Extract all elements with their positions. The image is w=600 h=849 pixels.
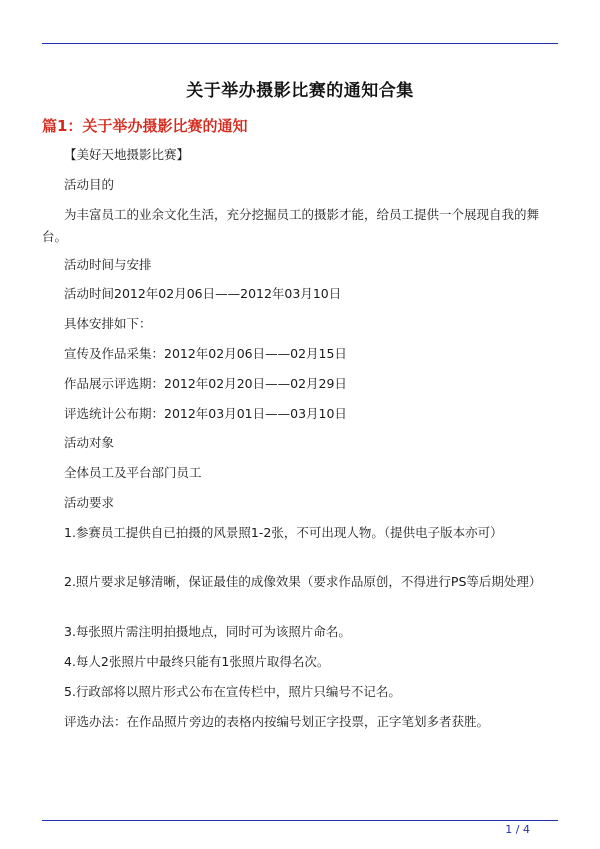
paragraph-audience-heading: 活动对象	[64, 435, 115, 450]
paragraph-purpose-heading: 活动目的	[64, 177, 115, 192]
page-indicator: 1 / 4	[505, 823, 530, 836]
paragraph-requirements-heading: 活动要求	[64, 495, 115, 510]
paragraph-voting-method: 评选办法：在作品照片旁边的表格内按编号划正字投票，正字笔划多者获胜。	[64, 714, 490, 729]
footer-rule	[42, 820, 558, 821]
paragraph-requirement-2: 2.照片要求足够清晰，保证最佳的成像效果（要求作品原创，不得进行PS等后期处理）	[64, 574, 542, 589]
paragraph-requirement-1: 1.参赛员工提供自已拍摄的风景照1-2张，不可出现人物。（提供电子版本亦可）	[64, 525, 503, 540]
paragraph-purpose: 为丰富员工的业余文化生活，充分挖掘员工的摄影才能，给员工提供一个展现自我的舞台。	[42, 207, 540, 244]
document-title: 关于举办摄影比赛的通知合集	[186, 81, 414, 101]
paragraph-requirement-4: 4.每人2张照片中最终只能有1张照片取得名次。	[64, 654, 330, 669]
paragraph-schedule-collection: 宣传及作品采集：2012年02月06日——02月15日	[64, 346, 347, 361]
section-title: 篇1：关于举办摄影比赛的通知	[42, 117, 248, 135]
paragraph-schedule-intro: 具体安排如下：	[64, 316, 152, 331]
paragraph-event-period: 活动时间2012年02月06日——2012年03月10日	[64, 286, 342, 301]
paragraph-schedule-heading: 活动时间与安排	[64, 257, 152, 272]
paragraph-schedule-display: 作品展示评选期：2012年02月20日——02月29日	[64, 376, 347, 391]
paragraph-audience: 全体员工及平台部门员工	[64, 465, 202, 480]
paragraph-requirement-5: 5.行政部将以照片形式公布在宣传栏中，照片只编号不记名。	[64, 684, 401, 699]
paragraph-schedule-announce: 评选统计公布期：2012年03月01日——03月10日	[64, 406, 347, 421]
paragraph-requirement-3: 3.每张照片需注明拍摄地点，同时可为该照片命名。	[64, 624, 351, 639]
paragraph-event-name: 【美好天地摄影比赛】	[64, 147, 190, 162]
header-rule	[42, 43, 558, 44]
